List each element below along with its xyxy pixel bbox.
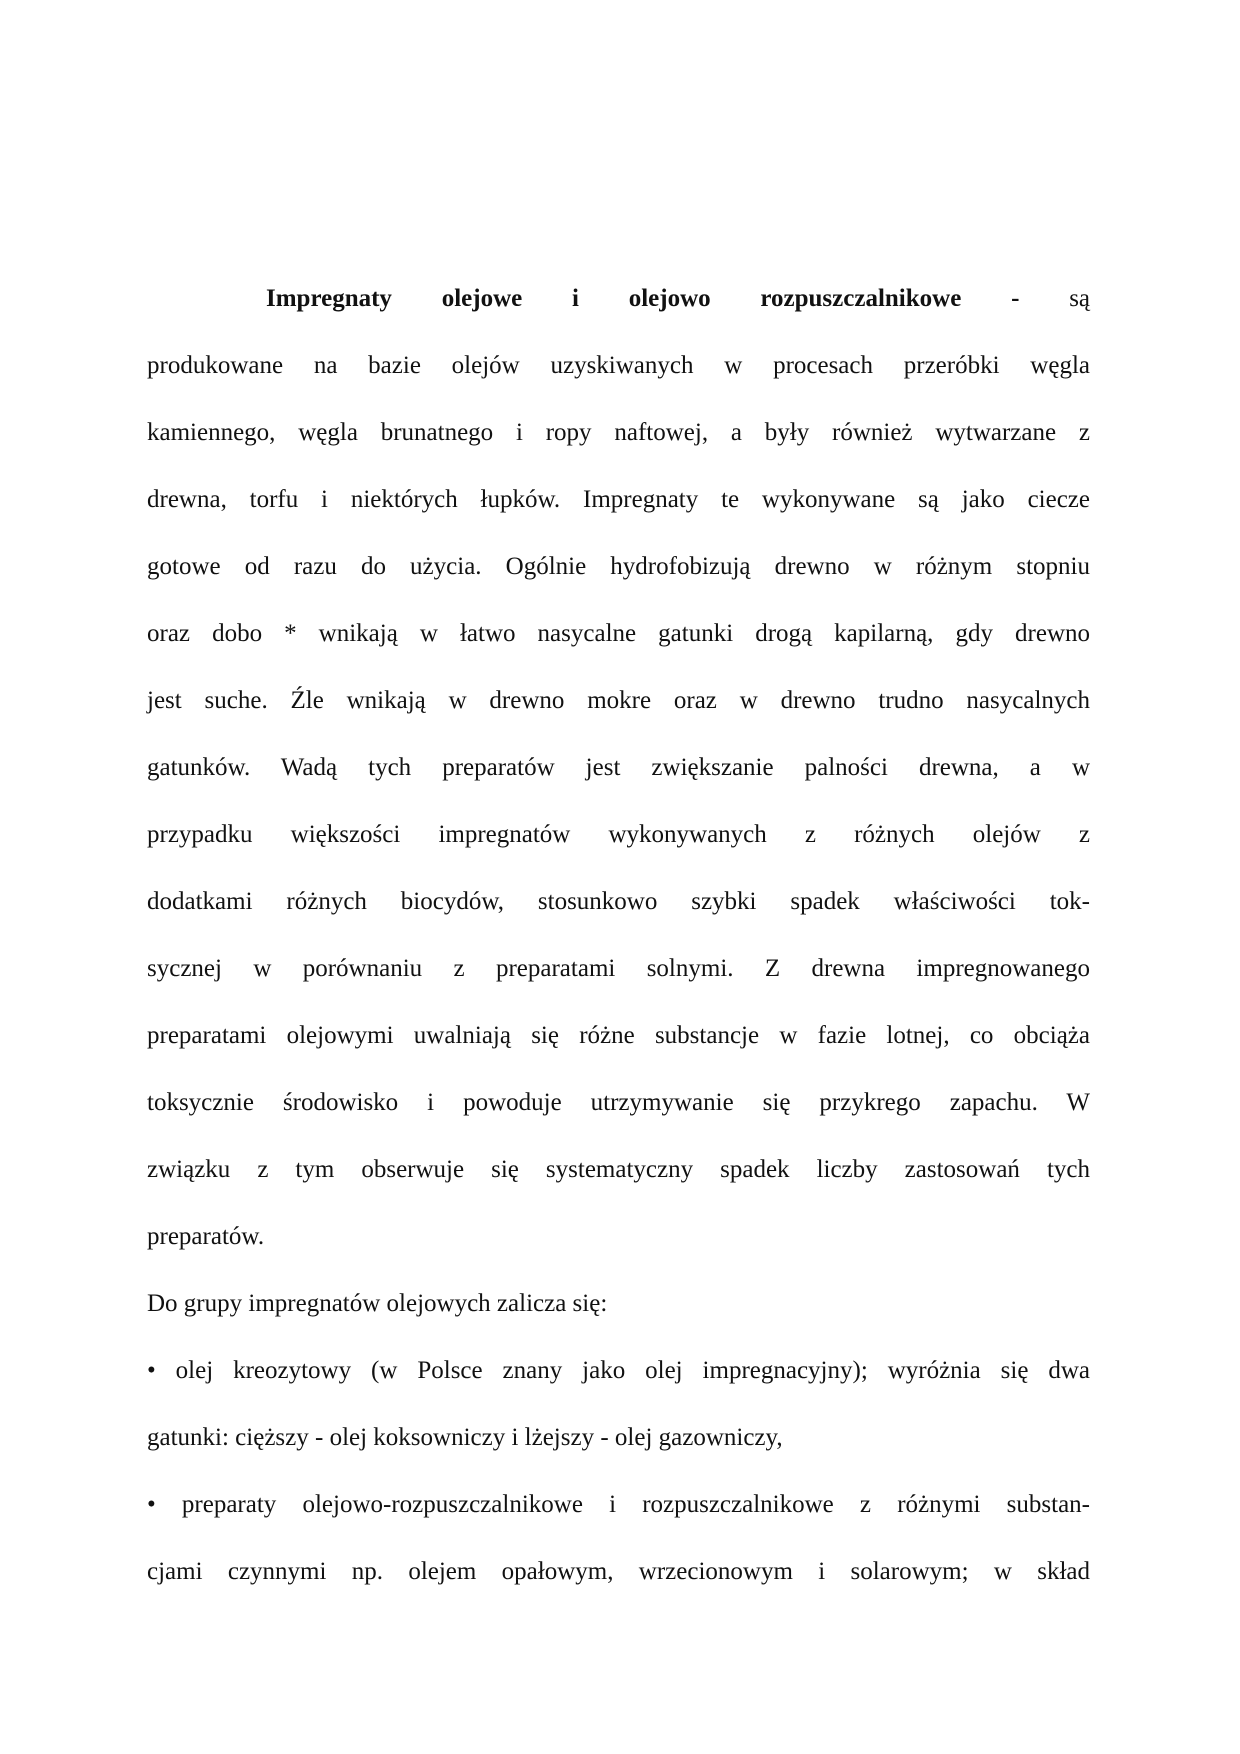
- list-item: • preparaty olejowo-rozpuszczalnikowe i rozpuszczalnikowe z różnymi substan-: [147, 1491, 1090, 1518]
- text-line: sycznej w porównaniu z preparatami solnymi. Z drewna impregnowanego: [147, 955, 1090, 982]
- heading-title: Impregnaty olejowe i olejowo rozpuszczalnikowe: [266, 285, 962, 312]
- text-line: gotowe od razu do użycia. Ogólnie hydrofobizują drewno w różnym stopniu: [147, 553, 1090, 580]
- text-line: gatunków. Wadą tych preparatów jest zwiększanie palności drewna, a w: [147, 754, 1090, 781]
- list-intro: Do grupy impregnatów olejowych zalicza się:: [147, 1290, 608, 1317]
- text-line: drewna, torfu i niektórych łupków. Impregnaty te wykonywane są jako ciecze: [147, 486, 1090, 513]
- heading-rest: są: [1069, 285, 1091, 312]
- text-line: preparatami olejowymi uwalniają się różne substancje w fazie lotnej, co obciąża: [147, 1022, 1090, 1049]
- text-line: dodatkami różnych biocydów, stosunkowo szybki spadek właściwości tok-: [147, 888, 1090, 915]
- text-line: produkowane na bazie olejów uzyskiwanych w procesach przeróbki węgla: [147, 352, 1090, 379]
- text-line: preparatów.: [147, 1223, 265, 1250]
- paragraph-heading-line: [266, 282, 1090, 316]
- text-line: jest suche. Źle wnikają w drewno mokre oraz w drewno trudno nasycalnych: [147, 687, 1090, 714]
- list-item-continuation: gatunki: cięższy - olej koksowniczy i lżejszy - olej gazowniczy,: [147, 1424, 783, 1451]
- text-line: przypadku większości impregnatów wykonywanych z różnych olejów z: [147, 821, 1090, 848]
- text-line: związku z tym obserwuje się systematyczny spadek liczby zastosowań tych: [147, 1156, 1090, 1183]
- list-item-continuation: cjami czynnymi np. olejem opałowym, wrzecionowym i solarowym; w skład: [147, 1558, 1090, 1585]
- text-line: oraz dobo * wnikają w łatwo nasycalne gatunki drogą kapilarną, gdy drewno: [147, 620, 1090, 647]
- text-line: toksycznie środowisko i powoduje utrzymywanie się przykrego zapachu. W: [147, 1089, 1090, 1116]
- list-item: • olej kreozytowy (w Polsce znany jako olej impregnacyjny); wyróżnia się dwa: [147, 1357, 1090, 1384]
- heading-dash: -: [1011, 285, 1020, 312]
- text-line: kamiennego, węgla brunatnego i ropy naftowej, a były również wytwarzane z: [147, 419, 1090, 446]
